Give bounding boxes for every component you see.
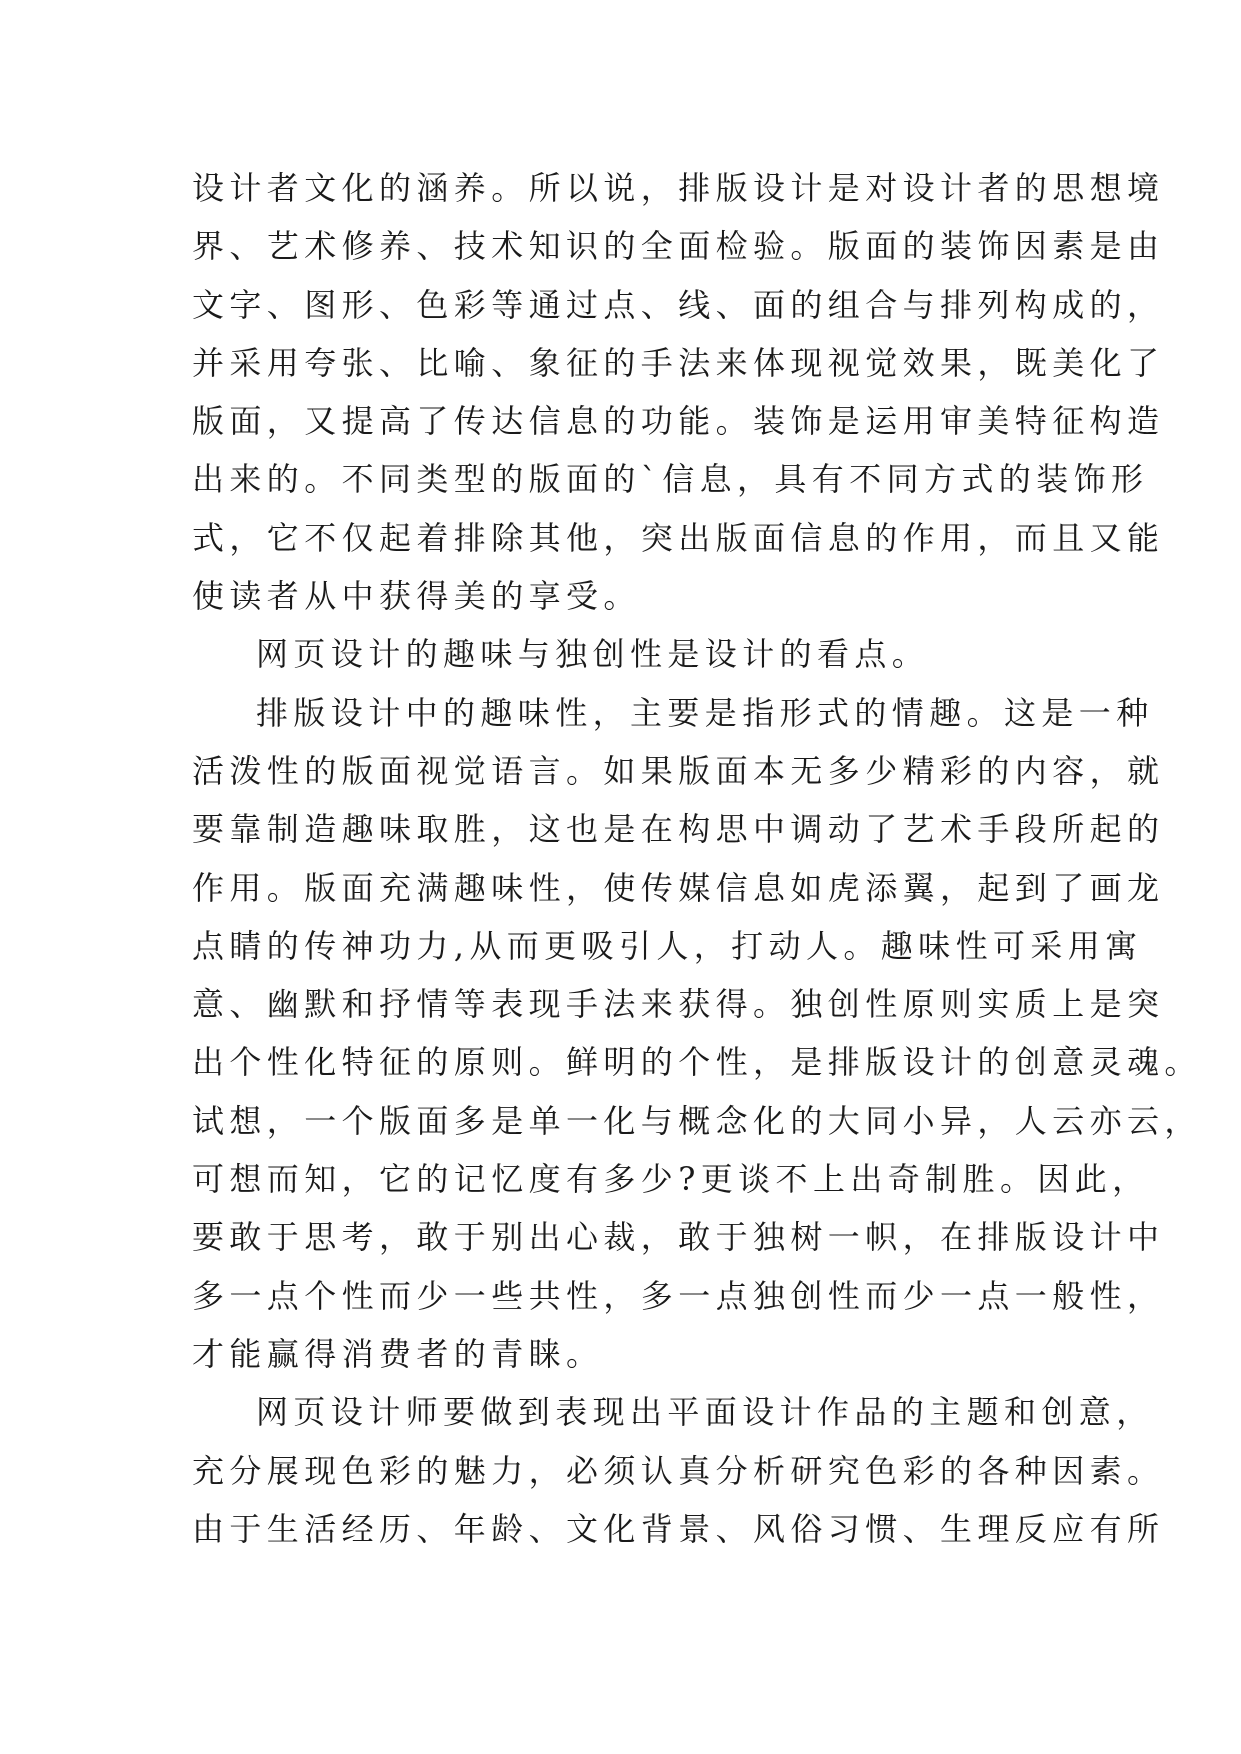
text-line: 网页设计师要做到表现出平面设计作品的主题和创意， [256, 1393, 1154, 1432]
text-line: 文字、图形、色彩等通过点、线、面的组合与排列构成的， [192, 285, 1165, 324]
text-line: 版面，又提高了传达信息的功能。装饰是运用审美特征构造 [192, 402, 1165, 441]
text-line: 设计者文化的涵养。所以说，排版设计是对设计者的思想境 [192, 169, 1165, 207]
text-line: 排版设计中的趣味性，主要是指形式的情趣。这是一种 [256, 693, 1154, 732]
text-line: 并采用夸张、比喻、象征的手法来体现视觉效果，既美化了 [192, 343, 1165, 382]
text-line: 可想而知，它的记忆度有多少?更谈不上出奇制胜。因此， [192, 1160, 1150, 1199]
text-line: 作用。版面充满趣味性，使传媒信息如虎添翼，起到了画龙 [192, 868, 1165, 907]
text-line: 要敢于思考，敢于别出心裁，敢于独树一帜，在排版设计中 [192, 1218, 1165, 1257]
text-line: 界、艺术修养、技术知识的全面检验。版面的装饰因素是由 [192, 227, 1165, 266]
text-line: 充分展现色彩的魅力，必须认真分析研究色彩的各种因素。 [192, 1451, 1165, 1490]
body-text [192, 159, 1202, 1558]
text-line: 活泼性的版面视觉语言。如果版面本无多少精彩的内容，就 [192, 751, 1165, 790]
text-line: 才能赢得消费者的青睐。 [192, 1334, 604, 1373]
text-line: 要靠制造趣味取胜，这也是在构思中调动了艺术手段所起的 [192, 810, 1165, 849]
text-line: 出个性化特征的原则。鲜明的个性，是排版设计的创意灵魂。 [192, 1043, 1202, 1082]
text-line: 网页设计的趣味与独创性是设计的看点。 [256, 635, 930, 674]
text-line: 式，它不仅起着排除其他，突出版面信息的作用，而且又能 [192, 518, 1165, 557]
text-line: 点睛的传神功力,从而更吸引人，打动人。趣味性可采用寓 [192, 926, 1143, 965]
text-line: 多一点个性而少一些共性，多一点独创性而少一点一般性， [192, 1276, 1165, 1315]
text-line: 由于生活经历、年龄、文化背景、风俗习惯、生理反应有所 [192, 1509, 1165, 1548]
text-line: 试想，一个版面多是单一化与概念化的大同小异，人云亦云， [192, 1101, 1202, 1140]
text-line: 出来的。不同类型的版面的`信息，具有不同方式的装饰形 [192, 460, 1149, 499]
text-line: 使读者从中获得美的享受。 [192, 577, 641, 616]
text-line: 意、幽默和抒情等表现手法来获得。独创性原则实质上是突 [192, 985, 1165, 1024]
